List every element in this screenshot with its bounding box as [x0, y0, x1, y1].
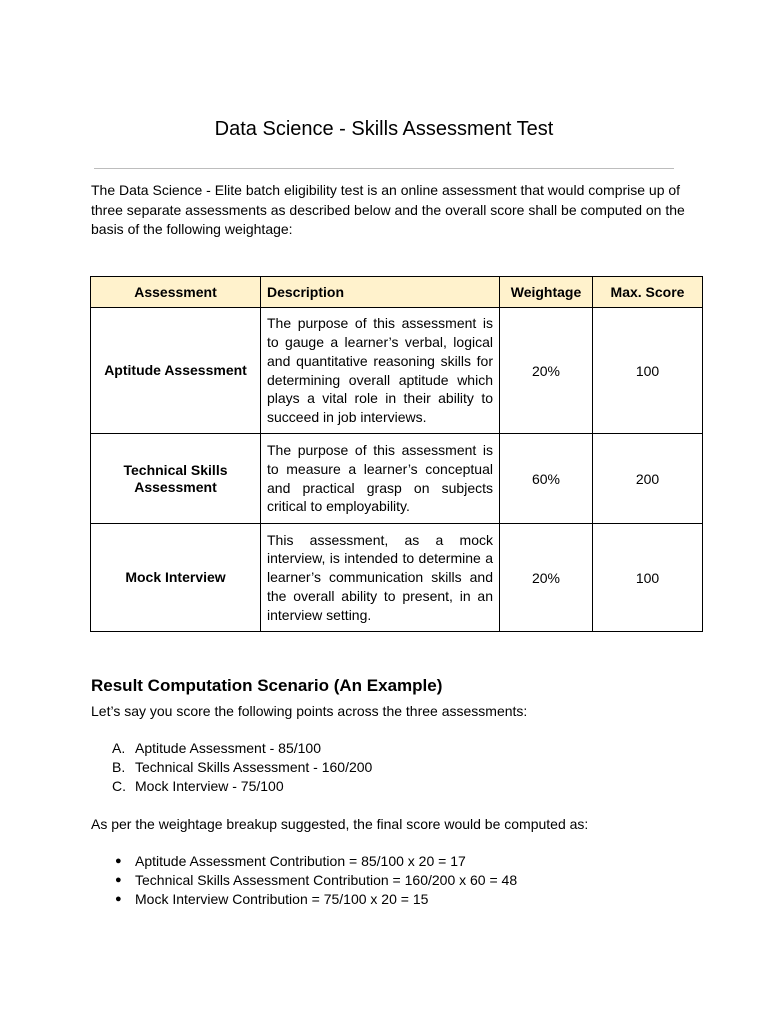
- table-header-row: [91, 277, 703, 308]
- list-item-text: Technical Skills Assessment Contribution = 160/200 x 60 = 48: [135, 872, 518, 888]
- assessment-weightage: 20%: [500, 524, 593, 632]
- table-row: [91, 434, 703, 524]
- assessment-weightage: 60%: [500, 434, 593, 524]
- header-max-score: Max. Score: [593, 277, 703, 308]
- header-assessment: Assessment: [91, 277, 261, 308]
- assessment-name: Aptitude Assessment: [91, 308, 261, 434]
- list-item-text: Aptitude Assessment Contribution = 85/100 x 20 = 17: [135, 853, 466, 869]
- list-marker: C.: [112, 778, 126, 794]
- list-item: [91, 890, 517, 909]
- assessment-max-score: 200: [593, 434, 703, 524]
- assessment-name: Technical Skills Assessment: [91, 434, 261, 524]
- list-item: [91, 871, 517, 890]
- computation-lead-text: As per the weightage breakup suggested, the final score would be computed as:: [91, 816, 589, 832]
- assessment-description: This assessment, as a mock interview, is intended to determine a learner’s communication skills and the overall ability to present, in an interview setting.: [261, 524, 500, 632]
- assessment-table: [90, 276, 703, 632]
- title-divider: [94, 168, 674, 169]
- list-item: [91, 777, 372, 796]
- assessment-max-score: 100: [593, 308, 703, 434]
- list-marker: A.: [112, 740, 126, 756]
- assessment-max-score: 100: [593, 524, 703, 632]
- list-item-text: Mock Interview Contribution = 75/100 x 20 = 15: [135, 891, 429, 907]
- table-row: [91, 524, 703, 632]
- section-heading: Result Computation Scenario (An Example): [91, 676, 443, 695]
- scores-list: [91, 739, 372, 796]
- bullet-icon: ●: [115, 874, 122, 886]
- assessment-description: The purpose of this assessment is to measure a learner’s conceptual and practical grasp on subjects critical to employability.: [261, 434, 500, 524]
- list-item: [91, 852, 517, 871]
- list-item: [91, 758, 372, 777]
- list-item-text: Technical Skills Assessment - 160/200: [135, 759, 373, 775]
- bullet-icon: ●: [115, 855, 122, 867]
- bullet-icon: ●: [115, 893, 122, 905]
- scores-lead-text: Let’s say you score the following points across the three assessments:: [91, 703, 528, 719]
- list-item-text: Mock Interview - 75/100: [135, 778, 284, 794]
- assessment-description: The purpose of this assessment is to gauge a learner’s verbal, logical and quantitative reasoning skills for determining overall aptitude which plays a vital role in their ability to succeed in job interviews.: [261, 308, 500, 434]
- intro-paragraph: The Data Science - Elite batch eligibility test is an online assessment that would comprise up of three separate assessments as described below and the overall score shall be computed on the basis of the following weightage:: [91, 182, 685, 237]
- contribution-list: [91, 852, 517, 909]
- list-item: [91, 739, 372, 758]
- header-weightage: Weightage: [500, 277, 593, 308]
- page-title: Data Science - Skills Assessment Test: [214, 118, 554, 140]
- header-description: Description: [261, 277, 500, 308]
- assessment-weightage: 20%: [500, 308, 593, 434]
- list-marker: B.: [112, 759, 126, 775]
- table-row: [91, 308, 703, 434]
- list-item-text: Aptitude Assessment - 85/100: [135, 740, 321, 756]
- assessment-name: Mock Interview: [91, 524, 261, 632]
